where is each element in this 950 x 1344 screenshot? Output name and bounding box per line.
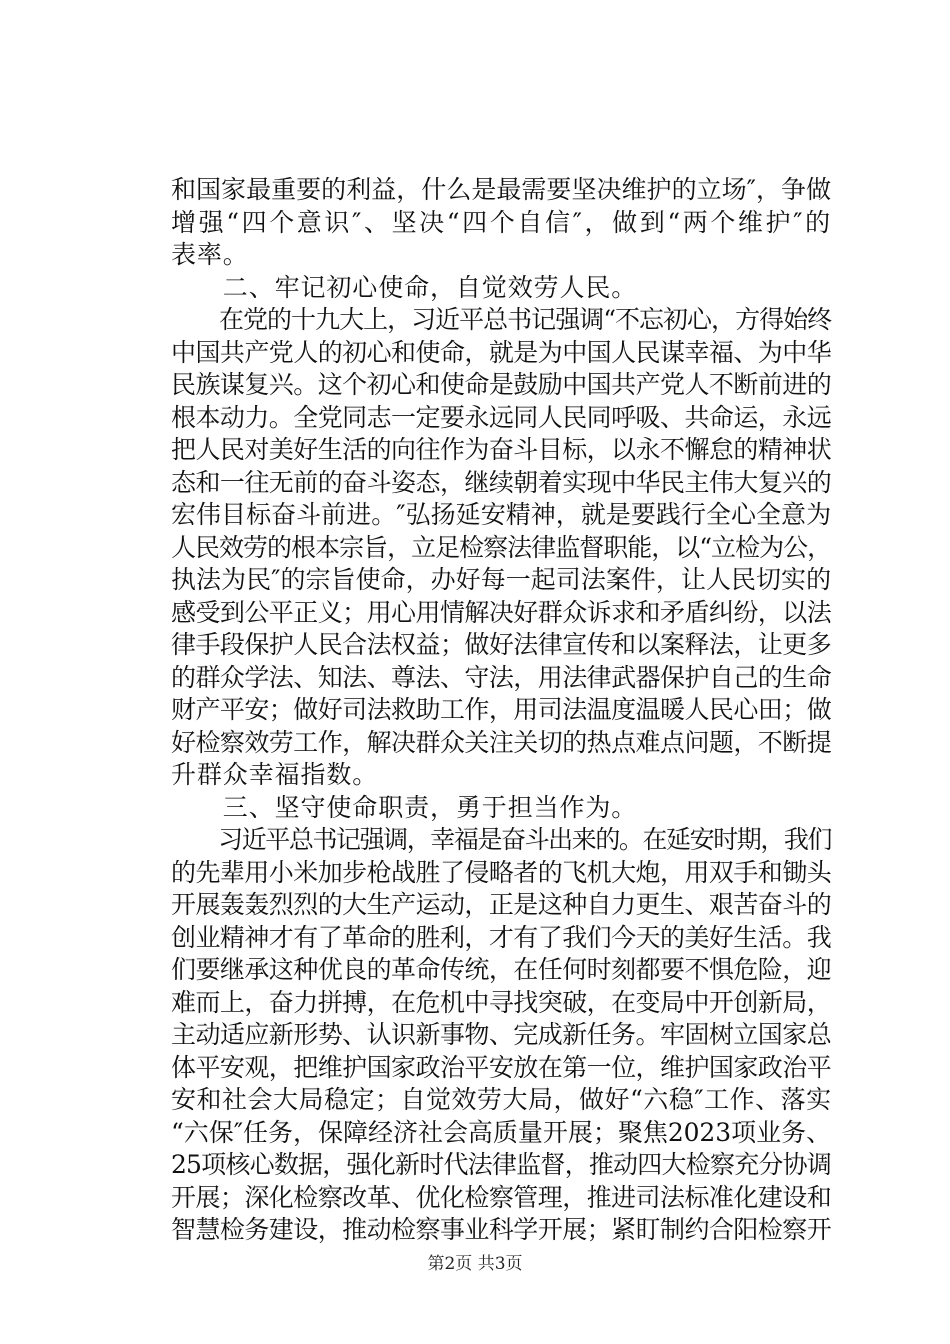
body-line: 宏伟目标奋斗前进。″弘扬延安精神，就是要践行全心全意为 [171,500,831,529]
body-line: 的先辈用小米加步枪战胜了侵略者的飞机大炮，用双手和锄头 [171,858,831,887]
body-line: 根本动力。全党同志一定要永远同人民同呼吸、共命运，永远 [171,403,831,432]
body-line: 开展轰轰烈烈的大生产运动，正是这种自力更生、艰苦奋斗的 [171,890,831,919]
body-line: 表率。 [171,240,249,269]
section-heading: 二、牢记初心使命，自觉效劳人民。 [171,273,638,302]
body-line: 执法为民″的宗旨使命，办好每一起司法案件，让人民切实的 [171,565,831,594]
body-line: “六保″任务，保障经济社会高质量开展；聚焦2023项业务、 [171,1118,831,1147]
body-line: 的群众学法、知法、尊法、守法，用法律武器保护自己的生命 [171,663,831,692]
body-line: 升群众幸福指数。 [171,760,379,789]
body-line: 主动适应新形势、认识新事物、完成新任务。牢固树立国家总 [171,1020,831,1049]
body-line: 体平安观，把维护国家政治平安放在第一位，维护国家政治平 [171,1053,831,1082]
body-line: 在党的十九大上，习近平总书记强调“不忘初心，方得始终 [171,305,831,334]
body-line: 25项核心数据，强化新时代法律监督，推动四大检察充分协调 [171,1150,831,1179]
body-line: 把人民对美好生活的向往作为奋斗目标，以永不懈怠的精神状 [171,435,831,464]
body-line: 开展；深化检察改革、优化检察管理，推进司法标准化建设和 [171,1183,831,1212]
body-line: 态和一往无前的奋斗姿态，继续朝着实现中华民主伟大复兴的 [171,468,831,497]
body-line: 们要继承这种优良的革命传统，在任何时刻都要不惧危险，迎 [171,955,831,984]
body-line: 民族谋复兴。这个初心和使命是鼓励中国共产党人不断前进的 [171,370,831,399]
body-line: 好检察效劳工作，解决群众关注关切的热点难点问题，不断提 [171,728,831,757]
body-line: 财产平安；做好司法救助工作，用司法温度温暖人民心田；做 [171,695,831,724]
body-line: 中国共产党人的初心和使命，就是为中国人民谋幸福、为中华 [171,338,831,367]
body-line: 增强“四个意识″、坚决“四个自信″，做到“两个维护″的 [171,208,831,237]
body-line: 人民效劳的根本宗旨，立足检察法律监督职能，以“立检为公， [171,533,831,562]
body-line: 安和社会大局稳定；自觉效劳大局，做好“六稳″工作、落实 [171,1085,832,1114]
body-line: 和国家最重要的利益，什么是最需要坚决维护的立场″，争做 [171,175,831,204]
body-line: 创业精神才有了革命的胜利，才有了我们今天的美好生活。我 [171,923,831,952]
body-line: 习近平总书记强调，幸福是奋斗出来的。在延安时期，我们 [171,825,831,854]
body-line: 难而上，奋力拼搏，在危机中寻找突破，在变局中开创新局， [171,988,831,1017]
body-line: 感受到公平正义；用心用情解决好群众诉求和矛盾纠纷，以法 [171,598,831,627]
body-line: 智慧检务建设，推动检察事业科学开展；紧盯制约合阳检察开 [171,1215,831,1244]
section-heading: 三、坚守使命职责，勇于担当作为。 [171,793,638,822]
body-line: 律手段保护人民合法权益；做好法律宣传和以案释法，让更多 [171,630,831,659]
page-number-footer: 第2页 共3页 [427,1254,523,1274]
